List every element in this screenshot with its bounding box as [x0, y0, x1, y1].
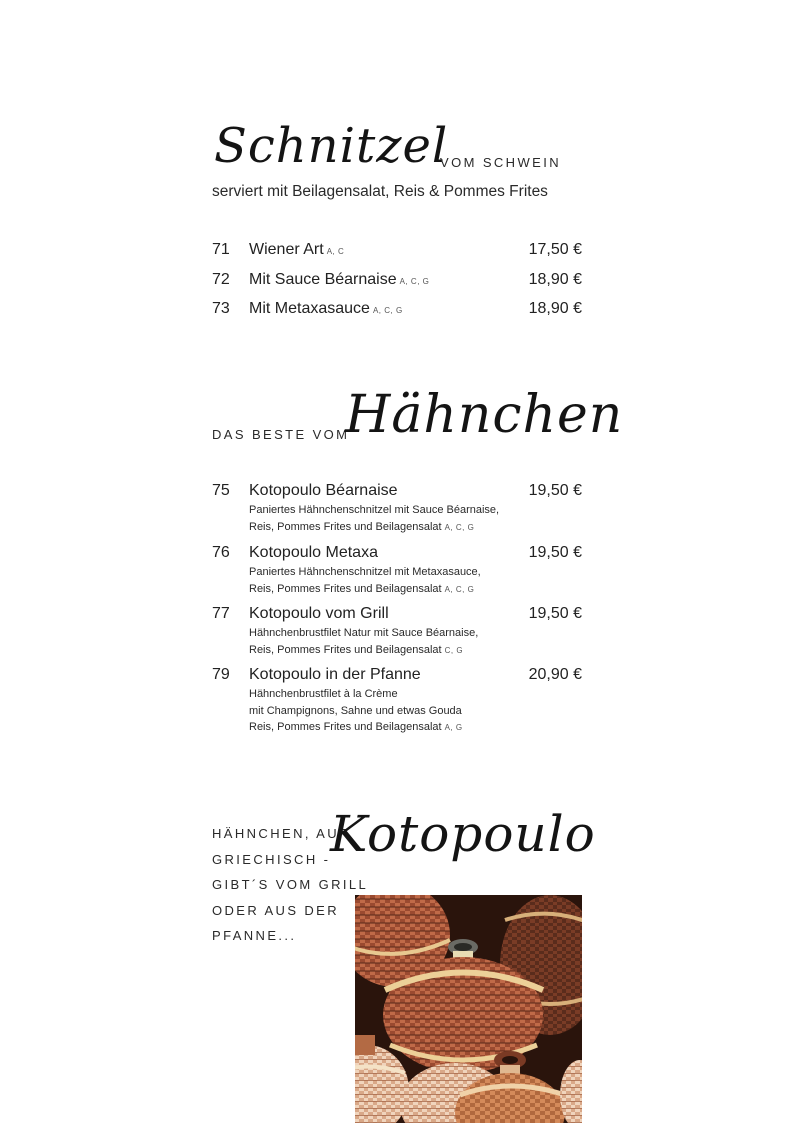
item-name: Kotopoulo Béarnaise — [249, 482, 398, 499]
item-number: 72 — [212, 271, 230, 288]
menu-item — [212, 300, 582, 320]
item-number: 75 — [212, 482, 230, 499]
item-number: 76 — [212, 544, 230, 561]
tagline-line: ODER AUS DER — [212, 902, 340, 918]
item-price: 20,90 € — [528, 666, 582, 683]
item-price: 19,50 € — [528, 605, 582, 622]
schnitzel-title: Schnitzel — [214, 118, 449, 174]
tagline-line: PFANNE... — [212, 928, 297, 943]
haehnchen-prefix-caps: DAS BESTE VOM — [212, 427, 350, 442]
menu-item — [212, 666, 582, 736]
item-price: 17,50 € — [528, 241, 582, 258]
schnitzel-description: serviert mit Beilagensalat, Reis & Pommes Frites — [212, 183, 548, 200]
item-number: 79 — [212, 666, 230, 683]
item-allergens: A, C, G — [399, 277, 430, 286]
tagline-line: GRIECHISCH - — [212, 851, 331, 867]
item-number: 77 — [212, 605, 230, 622]
item-name: Mit Metaxasauce A, C, G — [249, 300, 403, 317]
item-allergens: A, G — [444, 723, 463, 732]
menu-item — [212, 241, 582, 261]
item-allergens: A, C, G — [444, 522, 475, 532]
tagline-line: GIBT´S VOM GRILL — [212, 877, 369, 892]
item-allergens: A, C, G — [444, 584, 475, 594]
item-name: Kotopoulo Metaxa — [249, 544, 378, 561]
menu-item — [212, 605, 582, 660]
menu-item — [212, 544, 582, 599]
wicker-bottles-illustration — [355, 895, 582, 1123]
item-name: Mit Sauce Béarnaise A, C, G — [249, 271, 430, 288]
kotopoulo-title: Kotopoulo — [330, 805, 596, 863]
item-name: Kotopoulo in der Pfanne — [249, 666, 421, 683]
item-name: Wiener Art A, C — [249, 241, 345, 258]
item-name: Kotopoulo vom Grill — [249, 605, 389, 622]
tagline-line: HÄHNCHEN, AUF — [212, 826, 350, 841]
item-number: 71 — [212, 241, 230, 258]
item-price: 18,90 € — [528, 300, 582, 317]
item-number: 73 — [212, 300, 230, 317]
menu-item — [212, 271, 582, 291]
item-description: Paniertes Hähnchenschnitzel mit Sauce Béarnaise, Reis, Pommes Frites und Beilagensalat A, C, G — [249, 504, 500, 533]
item-description: Paniertes Hähnchenschnitzel mit Metaxasauce, Reis, Pommes Frites und Beilagensalat A, C, G — [249, 566, 481, 595]
item-allergens: A, C — [326, 247, 345, 256]
haehnchen-title: Hähnchen — [345, 385, 624, 445]
item-price: 19,50 € — [528, 482, 582, 499]
item-price: 18,90 € — [528, 271, 582, 288]
item-description: Hähnchenbrustfilet Natur mit Sauce Béarnaise, Reis, Pommes Frites und Beilagensalat C, G — [249, 627, 479, 656]
item-allergens: C, G — [444, 645, 464, 655]
menu-item — [212, 482, 582, 537]
item-allergens: A, C, G — [372, 306, 403, 315]
schnitzel-subtitle-caps: VOM SCHWEIN — [440, 155, 562, 170]
wicker-bottles-photo — [355, 895, 582, 1123]
item-description: Hähnchenbrustfilet à la Crème mit Champignons, Sahne und etwas Gouda Reis, Pommes Frites und Beilagensalat A, G — [249, 688, 463, 733]
item-price: 19,50 € — [528, 544, 582, 561]
